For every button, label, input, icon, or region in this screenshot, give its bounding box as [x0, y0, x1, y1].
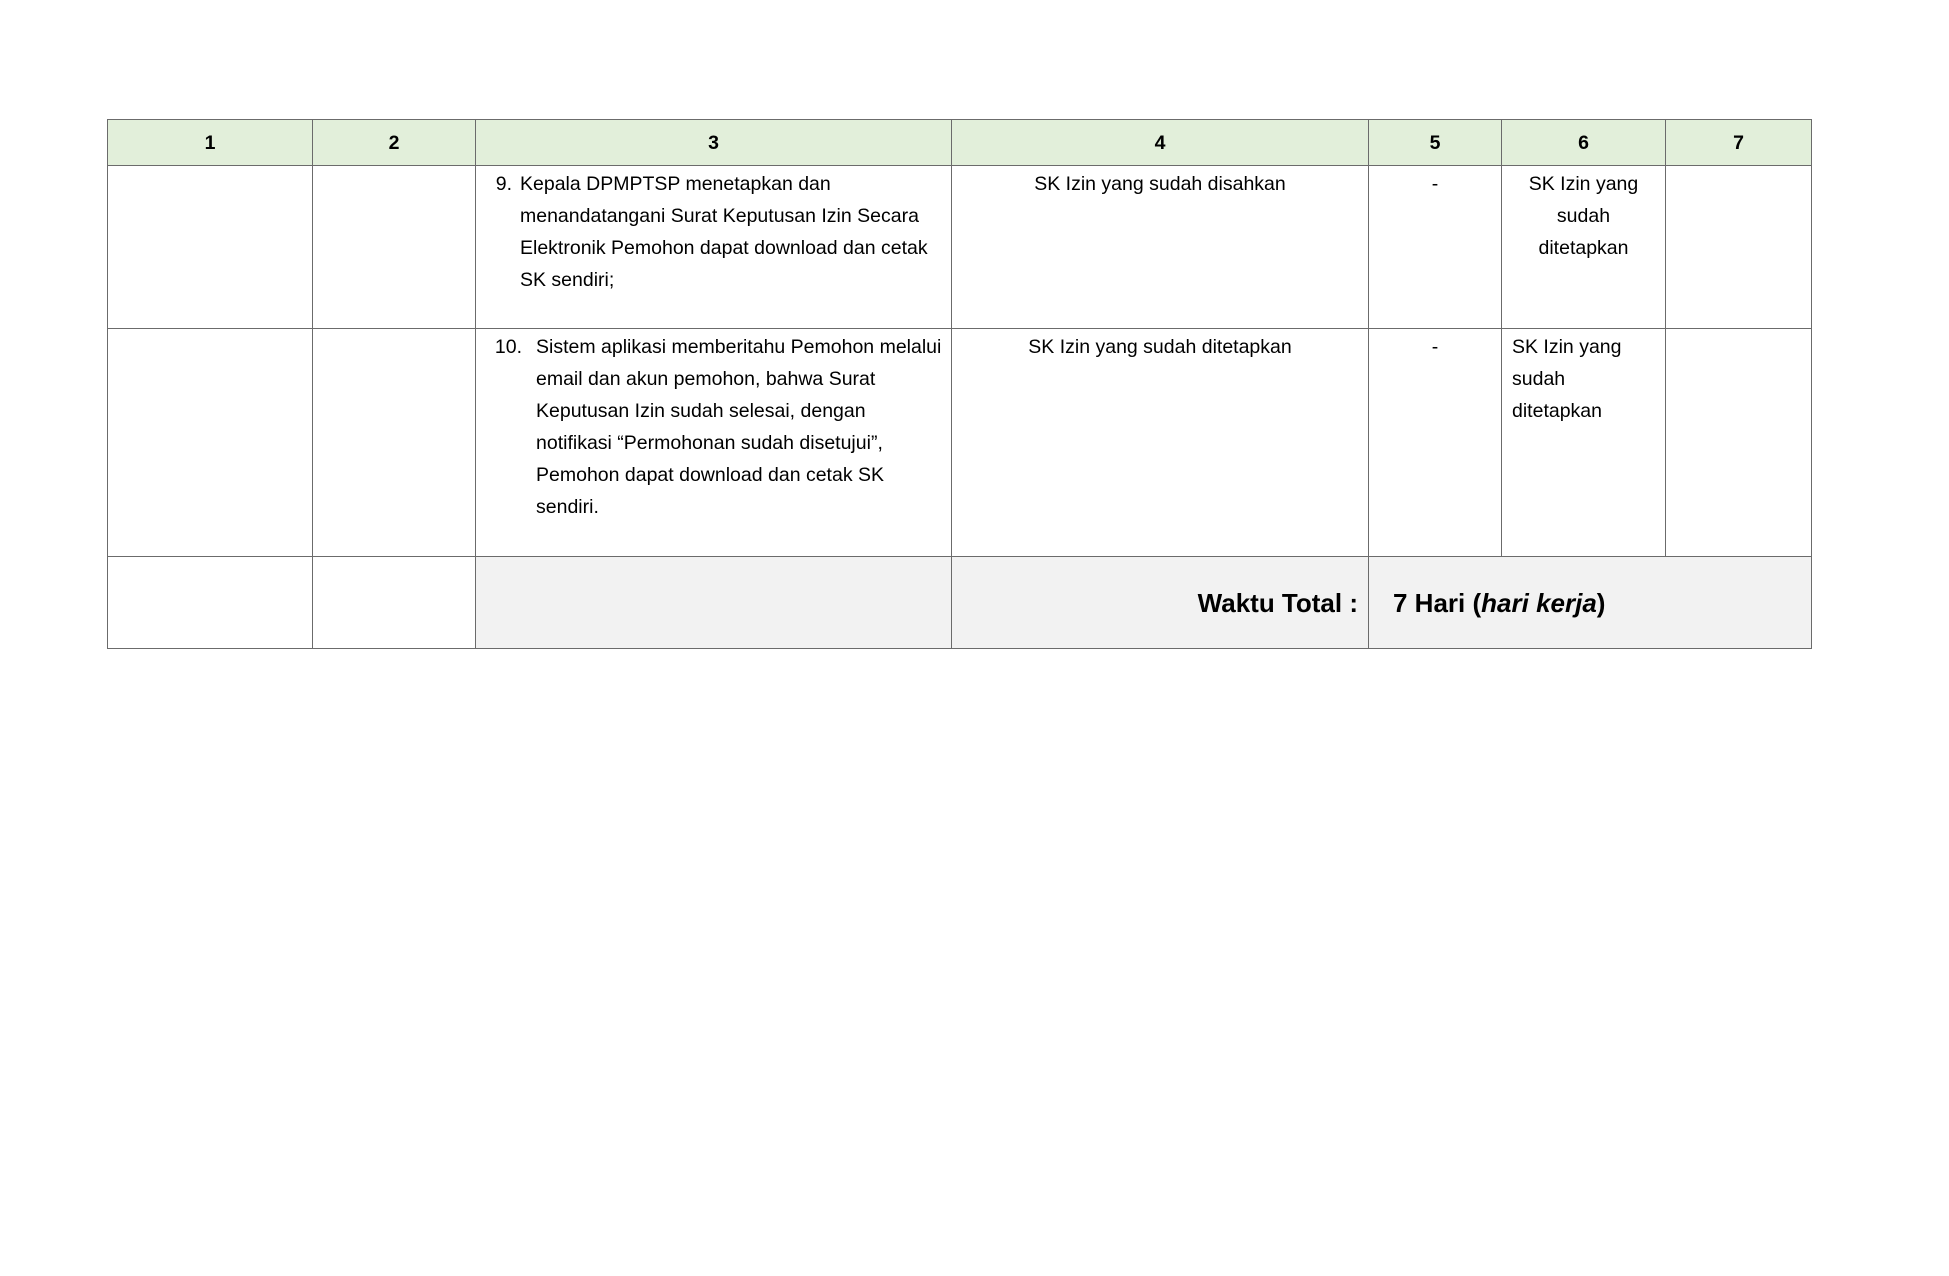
result-text: SK Izin yang sudah ditetapkan: [1528, 173, 1639, 259]
total-time-value: [1369, 557, 1812, 649]
procedure-table: [107, 119, 1812, 649]
step-number: 10.: [494, 336, 522, 358]
step-cell: [476, 166, 952, 329]
time-text: -: [1431, 173, 1439, 195]
header-cell-3: 3: [476, 120, 952, 166]
total-value-prefix: 7 Hari (: [1393, 587, 1482, 618]
step-description: Sistem aplikasi memberitahu Pemohon melalui email dan akun pemohon, bahwa Surat Keputusan Izin sudah selesai, dengan notifikasi “Permohonan sudah disetujui”, Pemohon dapat download dan cetak SK sendiri.: [536, 336, 942, 518]
table-cell-empty: [313, 557, 476, 649]
total-value-suffix: ): [1596, 587, 1606, 618]
step-number: 9.: [495, 173, 512, 195]
result-cell: [1502, 329, 1666, 557]
header-cell-7: 7: [1666, 120, 1812, 166]
output-cell: [952, 166, 1369, 329]
output-cell: [952, 329, 1369, 557]
table-cell-empty: [313, 329, 476, 557]
table-row: [108, 329, 1812, 557]
table-cell-empty: [108, 557, 313, 649]
header-cell-2: 2: [313, 120, 476, 166]
table-cell-empty: [1666, 166, 1812, 329]
table-cell-empty: [476, 557, 952, 649]
table-cell-empty: [108, 166, 313, 329]
header-cell-5: 5: [1369, 120, 1502, 166]
output-text: SK Izin yang sudah ditetapkan: [1028, 336, 1292, 358]
total-time-label: Waktu Total :: [952, 557, 1369, 649]
output-text: SK Izin yang sudah disahkan: [1034, 173, 1286, 195]
total-value-italic: hari kerja: [1481, 587, 1597, 618]
table-header-row: [108, 120, 1812, 166]
result-cell: [1502, 166, 1666, 329]
result-text: SK Izin yang sudah ditetapkan: [1512, 336, 1622, 422]
header-cell-4: 4: [952, 120, 1369, 166]
header-cell-1: 1: [108, 120, 313, 166]
time-text: -: [1431, 336, 1439, 358]
table-cell-empty: [313, 166, 476, 329]
step-cell: [476, 329, 952, 557]
table-cell-empty: [108, 329, 313, 557]
total-row: [108, 557, 1812, 649]
time-cell: [1369, 166, 1502, 329]
time-cell: [1369, 329, 1502, 557]
step-description: Kepala DPMPTSP menetapkan dan menandatangani Surat Keputusan Izin Secara Elektronik Pemohon dapat download dan cetak SK sendiri;: [520, 173, 928, 291]
table-cell-empty: [1666, 329, 1812, 557]
header-cell-6: 6: [1502, 120, 1666, 166]
table-row: [108, 166, 1812, 329]
